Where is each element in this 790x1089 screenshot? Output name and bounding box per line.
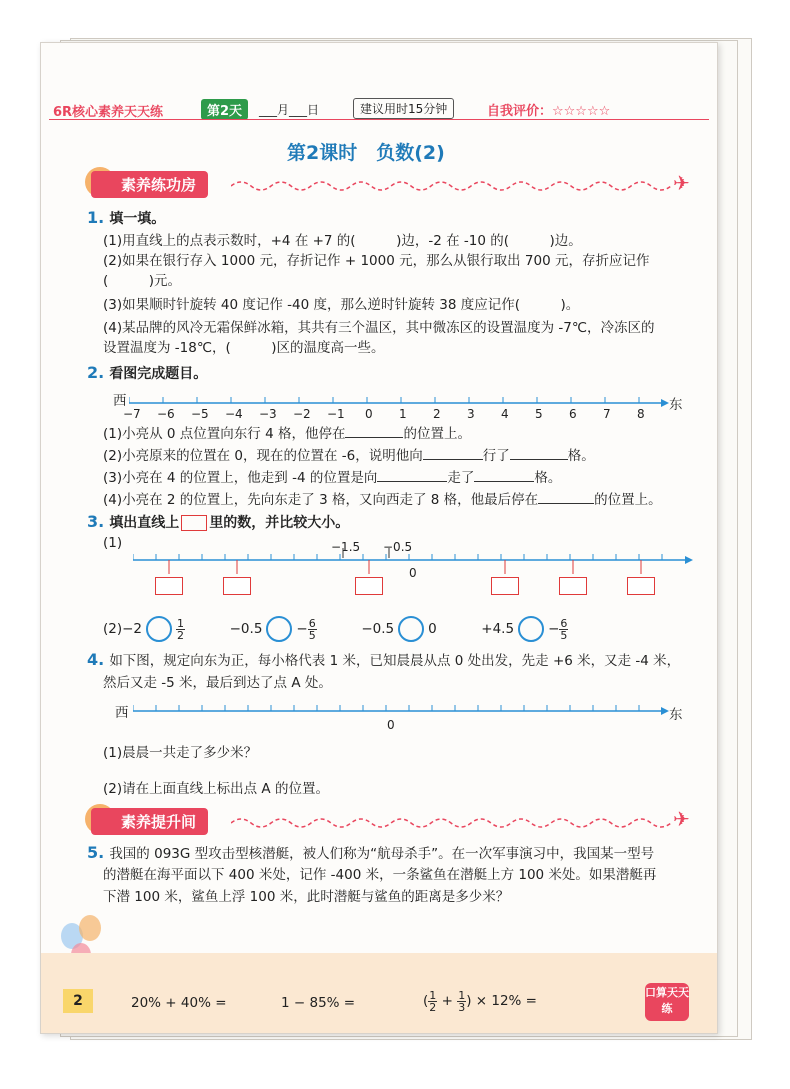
q3-number: 3. — [87, 512, 105, 531]
q2-blank-1[interactable] — [345, 423, 403, 438]
balloon-icon — [79, 915, 101, 941]
q3-answer-box-4[interactable] — [491, 577, 519, 595]
day-badge: 第2天 — [201, 99, 248, 120]
q3-c4-left: +4.5 — [481, 621, 515, 637]
q5-line2: 的潜艇在海平面以下 400 米处，记作 -400 米，一条鲨鱼在潜艇上方 100 米处。如果潜艇再 — [103, 867, 657, 883]
q3-answer-box-6[interactable] — [627, 577, 655, 595]
section-improve-label: 素养提升间 — [91, 808, 208, 835]
q2-blank-6[interactable] — [538, 489, 594, 504]
q2-l4a: (4)小亮在 2 的位置上，先向东走了 3 格，又向西走了 8 格，他最后停在 — [103, 492, 539, 508]
compare-circle-4[interactable] — [518, 616, 544, 642]
q2-blank-5[interactable] — [474, 467, 534, 482]
q3-answer-box-1[interactable] — [155, 577, 183, 595]
q1-line2b: ( )元。 — [103, 273, 182, 289]
q2-tick-label: 2 — [433, 407, 441, 421]
q2-tick-label: 6 — [569, 407, 577, 421]
wavy-divider-2 — [231, 815, 671, 831]
question-2 — [87, 363, 207, 383]
q2-line2 — [103, 445, 595, 466]
q5-line3: 下潜 100 米，鲨鱼上浮 100 米，此时潜艇与鲨鱼的距离是多少米？ — [103, 889, 510, 905]
q2-title: 看图完成题目。 — [109, 366, 208, 382]
q5-line1: 我国的 093G 型攻击型核潜艇，被人们称为“航母杀手”。在一次军事演习中，我国某一型号 — [109, 846, 655, 862]
q1-line1: (1)用直线上的点表示数时，+4 在 +7 的( )边，-2 在 -10 的( )边。 — [103, 233, 582, 249]
q4-number-line — [133, 699, 669, 723]
q3-c1-left: (2)−2 — [103, 621, 143, 637]
q2-tick-label: −3 — [259, 407, 277, 421]
question-1 — [87, 208, 165, 228]
q2-tick-label: 3 — [467, 407, 475, 421]
q2-l1b: 的位置上。 — [403, 426, 471, 442]
q1-line2a: (2)如果在银行存入 1000 元，存折记作 + 1000 元，那么从银行取出 700 元，存折应记作 — [103, 253, 650, 269]
q3-answer-box-5[interactable] — [559, 577, 587, 595]
q2-l2a: (2)小亮原来的位置在 0，现在的位置在 -6，说明他向 — [103, 448, 423, 464]
q2-l3b: 走了 — [447, 470, 475, 486]
q3-zero: 0 — [409, 566, 417, 580]
q2-l4b: 的位置上。 — [594, 492, 662, 508]
compare-circle-3[interactable] — [398, 616, 424, 642]
workbook-page — [40, 42, 718, 1034]
footer-expr-3: ( $\frac{1}{2}$ + $\frac{1}{3}$ ) × 12% = — [423, 988, 537, 1014]
q3-title-box — [181, 515, 207, 531]
q2-line3 — [103, 467, 561, 488]
q4-line2: 然后又走 -5 米，最后到达了点 A 处。 — [103, 675, 332, 691]
q2-l2c: 格。 — [567, 448, 595, 464]
q3-c1-fraction: $\frac{1}{2}$ — [177, 616, 185, 642]
q4-sub2: (2)请在上面直线上标出点 A 的位置。 — [103, 781, 329, 797]
q3-label-b: −0.5 — [383, 540, 413, 554]
footer-expr-1: 20% + 40% = — [131, 995, 227, 1011]
q3-answer-box-3[interactable] — [355, 577, 383, 595]
self-eval: 自我评价：☆☆☆☆☆ — [487, 104, 611, 119]
q2-blank-3[interactable] — [510, 445, 568, 460]
q2-west-label: 西 — [113, 393, 127, 409]
q3-sub1: (1) — [103, 535, 123, 551]
q2-l3a: (3)小亮在 4 的位置上，他走到 -4 的位置是向 — [103, 470, 378, 486]
airplane-icon: ✈ — [673, 807, 690, 831]
page-title: 第2课时 负数(2) — [287, 142, 445, 164]
q2-east-label: 东 — [669, 397, 683, 413]
q3-c2-sign: − — [296, 621, 308, 637]
q4-zero: 0 — [387, 718, 395, 732]
wavy-divider — [231, 178, 671, 194]
q2-tick-label: −5 — [191, 407, 209, 421]
q5-number: 5. — [87, 843, 105, 862]
q2-tick-label: −1 — [327, 407, 345, 421]
q4-sub1: (1)晨晨一共走了多少米？ — [103, 745, 258, 761]
date-field: ___月___日 — [259, 103, 320, 117]
q3-comparisons — [103, 615, 568, 643]
compare-circle-1[interactable] — [146, 616, 172, 642]
q2-tick-label: 0 — [365, 407, 373, 421]
q2-tick-label: −2 — [293, 407, 311, 421]
q2-line1 — [103, 423, 471, 444]
footer-expr-2: 1 − 85% = — [281, 995, 356, 1011]
q2-tick-label: 1 — [399, 407, 407, 421]
q4-east-label: 东 — [669, 707, 683, 723]
q3-c2-fraction: $\frac{6}{5}$ — [308, 616, 316, 642]
q3-answer-box-2[interactable] — [223, 577, 251, 595]
page-number: 2 — [63, 989, 93, 1013]
q3-title-b: 里的数，并比较大小。 — [209, 515, 350, 531]
q2-l3c: 格。 — [534, 470, 562, 486]
q3-c2-left: −0.5 — [229, 621, 263, 637]
q4-west-label: 西 — [115, 705, 129, 721]
question-4 — [87, 650, 680, 671]
q2-tick-label: −4 — [225, 407, 243, 421]
q2-tick-label: 8 — [637, 407, 645, 421]
q2-tick-label: 5 — [535, 407, 543, 421]
header-divider — [49, 119, 709, 120]
suggest-time: 建议用时15分钟 — [353, 98, 454, 119]
q3-c3-right: 0 — [428, 621, 437, 637]
q3-label-a: −1.5 — [331, 540, 361, 554]
footer-band — [41, 953, 717, 1033]
q2-tick-label: −7 — [123, 407, 141, 421]
q1-number: 1. — [87, 208, 105, 227]
section-practice-label: 素养练功房 — [91, 171, 208, 198]
q1-title: 填一填。 — [109, 211, 166, 227]
compare-circle-2[interactable] — [266, 616, 292, 642]
brand-label: 6R核心素养天天练 — [53, 105, 164, 120]
q3-c4-fraction: $\frac{6}{5}$ — [560, 616, 568, 642]
q2-tick-label: 7 — [603, 407, 611, 421]
question-5 — [87, 843, 654, 864]
q2-tick-label: 4 — [501, 407, 509, 421]
q4-line1: 如下图，规定向东为正，每小格代表 1 米，已知晨晨从点 0 处出发，先走 +6 米，又走 -4 米， — [109, 653, 681, 669]
q2-line4 — [103, 489, 662, 510]
q2-number: 2. — [87, 363, 105, 382]
q2-blank-4[interactable] — [377, 467, 447, 482]
q1-line3: (3)如果顺时针旋转 40 度记作 -40 度，那么逆时针旋转 38 度应记作( )。 — [103, 297, 580, 313]
q3-c3-left: −0.5 — [361, 621, 395, 637]
q3-c4-sign: − — [548, 621, 560, 637]
q2-tick-label: −6 — [157, 407, 175, 421]
q1-line4a: (4)某品牌的风冷无霜保鲜冰箱，其共有三个温区，其中微冻区的设置温度为 -7℃，冷冻区的 — [103, 320, 655, 336]
oral-math-badge: 口算天天练 — [645, 983, 689, 1021]
question-3 — [87, 512, 349, 532]
q2-l1a: (1)小亮从 0 点位置向东行 4 格，他停在 — [103, 426, 346, 442]
q1-line4b: 设置温度为 -18℃，( )区的温度高一些。 — [103, 340, 385, 356]
q2-blank-2[interactable] — [423, 445, 483, 460]
airplane-icon: ✈ — [673, 171, 690, 195]
q3-title-a: 填出直线上 — [109, 515, 180, 531]
q2-l2b: 行了 — [482, 448, 510, 464]
q4-number: 4. — [87, 650, 105, 669]
